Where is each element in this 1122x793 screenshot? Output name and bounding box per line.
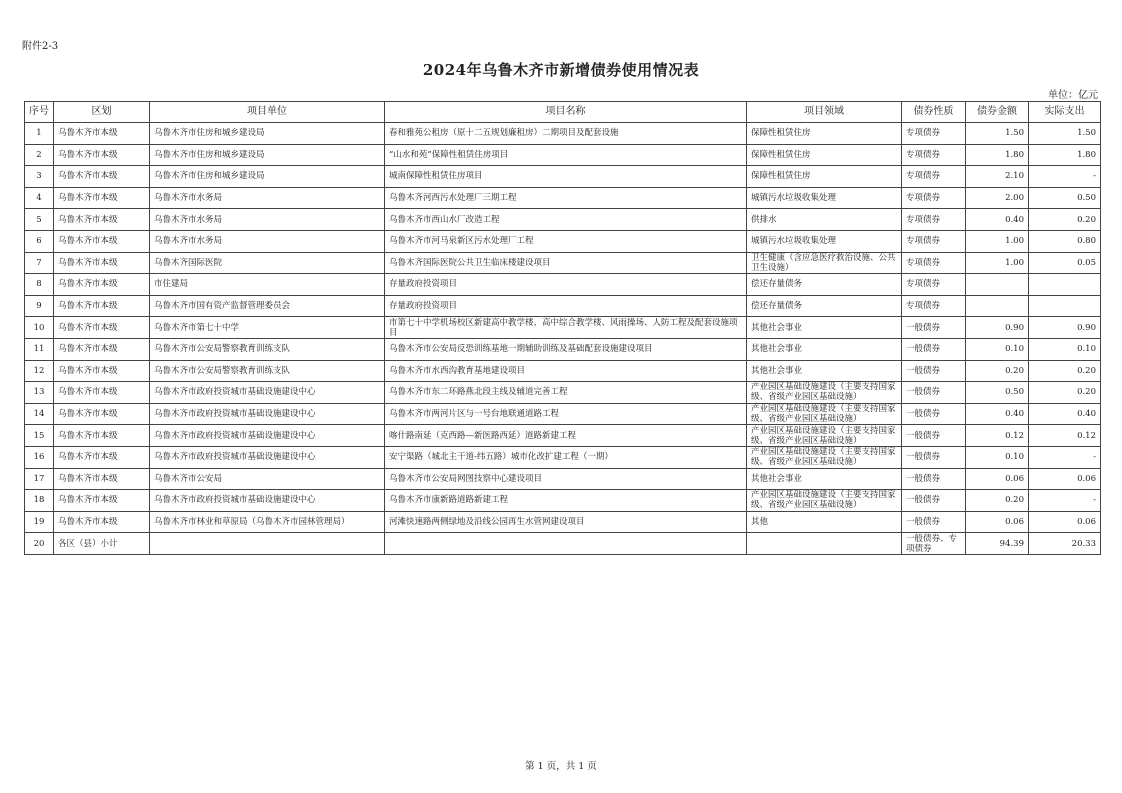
- row-amount: 0.06: [966, 468, 1029, 490]
- row-amount: 2.10: [966, 166, 1029, 188]
- row-field: 供排水: [747, 209, 902, 231]
- row-amount: 2.00: [966, 187, 1029, 209]
- row-index: 11: [25, 338, 54, 360]
- row-bond-type: 一般债券: [902, 360, 966, 382]
- row-actual-spend: 0.06: [1029, 468, 1101, 490]
- row-actual-spend: 0.06: [1029, 511, 1101, 533]
- row-actual-spend: 20.33: [1029, 533, 1101, 555]
- row-field: 城镇污水垃圾收集处理: [747, 187, 902, 209]
- row-bond-type: 一般债券: [902, 490, 966, 512]
- row-actual-spend: -: [1029, 166, 1101, 188]
- row-unit: 乌鲁木齐市政府投资城市基础设施建设中心: [150, 425, 385, 447]
- row-project-name: 乌鲁木齐河西污水处理厂三期工程: [385, 187, 747, 209]
- table-row: [25, 511, 1101, 533]
- row-region: 乌鲁木齐市本级: [54, 490, 150, 512]
- row-bond-type: 一般债券: [902, 468, 966, 490]
- table-row: [25, 382, 1101, 404]
- row-actual-spend: 0.10: [1029, 338, 1101, 360]
- row-project-name: 存量政府投资项目: [385, 274, 747, 296]
- table-row: [25, 403, 1101, 425]
- row-project-name: 乌鲁木齐市康新路道路新建工程: [385, 490, 747, 512]
- row-bond-type: 一般债券、专项债券: [902, 533, 966, 555]
- row-project-name: 喀什路南延（克西路—新医路西延）道路新建工程: [385, 425, 747, 447]
- row-index: 2: [25, 144, 54, 166]
- row-field: 其他社会事业: [747, 360, 902, 382]
- row-bond-type: 一般债券: [902, 317, 966, 339]
- row-unit: 乌鲁木齐市林业和草原局（乌鲁木齐市园林管理局）: [150, 511, 385, 533]
- row-unit: 乌鲁木齐市公安局: [150, 468, 385, 490]
- row-field: 城镇污水垃圾收集处理: [747, 230, 902, 252]
- table-row: [25, 317, 1101, 339]
- row-project-name: 乌鲁木齐市公安局反恐训练基地一期辅助训练及基础配套设施建设项目: [385, 338, 747, 360]
- row-actual-spend: -: [1029, 446, 1101, 468]
- row-unit: [150, 533, 385, 555]
- row-field: 保障性租赁住房: [747, 123, 902, 145]
- row-bond-type: 一般债券: [902, 511, 966, 533]
- table-row: [25, 123, 1101, 145]
- row-bond-type: 一般债券: [902, 403, 966, 425]
- header-project-name: 项目名称: [385, 102, 747, 123]
- row-region: 各区（县）小计: [54, 533, 150, 555]
- row-unit: 乌鲁木齐市水务局: [150, 209, 385, 231]
- row-index: 18: [25, 490, 54, 512]
- row-project-name: 乌鲁木齐市水西沟教育基地建设项目: [385, 360, 747, 382]
- row-field: 产业园区基础设施建设（主要支持国家级、省级产业园区基础设施）: [747, 403, 902, 425]
- row-unit: 乌鲁木齐国际医院: [150, 252, 385, 274]
- table-row: [25, 338, 1101, 360]
- row-amount: 0.40: [966, 403, 1029, 425]
- row-bond-type: 一般债券: [902, 382, 966, 404]
- unit-label: 单位：亿元: [1048, 90, 1098, 101]
- row-amount: 0.40: [966, 209, 1029, 231]
- header-amount: 债券金额: [966, 102, 1029, 123]
- table-row: [25, 274, 1101, 296]
- row-unit: 乌鲁木齐市住房和城乡建设局: [150, 123, 385, 145]
- row-project-name: 乌鲁木齐市东二环路燕北段主线及辅道完善工程: [385, 382, 747, 404]
- row-bond-type: 一般债券: [902, 425, 966, 447]
- table-row: [25, 425, 1101, 447]
- row-index: 16: [25, 446, 54, 468]
- row-field: 保障性租赁住房: [747, 144, 902, 166]
- row-amount: 0.20: [966, 490, 1029, 512]
- row-bond-type: 一般债券: [902, 446, 966, 468]
- table-row: [25, 446, 1101, 468]
- row-unit: 乌鲁木齐市水务局: [150, 187, 385, 209]
- row-unit: 市住建局: [150, 274, 385, 296]
- row-index: 12: [25, 360, 54, 382]
- row-project-name: [385, 533, 747, 555]
- row-actual-spend: 0.20: [1029, 209, 1101, 231]
- table-row: [25, 209, 1101, 231]
- row-unit: 乌鲁木齐市公安局警察教育训练支队: [150, 360, 385, 382]
- row-unit: 乌鲁木齐市住房和城乡建设局: [150, 166, 385, 188]
- row-bond-type: 专项债券: [902, 252, 966, 274]
- row-index: 17: [25, 468, 54, 490]
- row-unit: 乌鲁木齐市公安局警察教育训练支队: [150, 338, 385, 360]
- row-amount: 1.00: [966, 230, 1029, 252]
- row-project-name: “山水和苑”保障性租赁住房项目: [385, 144, 747, 166]
- row-field: 产业园区基础设施建设（主要支持国家级、省级产业园区基础设施）: [747, 446, 902, 468]
- row-region: 乌鲁木齐市本级: [54, 403, 150, 425]
- table-row: [25, 468, 1101, 490]
- row-actual-spend: 1.80: [1029, 144, 1101, 166]
- table-row: [25, 144, 1101, 166]
- row-field: 其他社会事业: [747, 468, 902, 490]
- table-row: [25, 230, 1101, 252]
- row-region: 乌鲁木齐市本级: [54, 252, 150, 274]
- row-index: 7: [25, 252, 54, 274]
- row-actual-spend: 0.90: [1029, 317, 1101, 339]
- table-row: [25, 187, 1101, 209]
- row-field: [747, 533, 902, 555]
- row-index: 15: [25, 425, 54, 447]
- row-bond-type: 专项债券: [902, 187, 966, 209]
- row-amount: 0.90: [966, 317, 1029, 339]
- row-project-name: 城南保障性租赁住房项目: [385, 166, 747, 188]
- row-amount: 94.39: [966, 533, 1029, 555]
- row-unit: 乌鲁木齐市第七十中学: [150, 317, 385, 339]
- row-bond-type: 专项债券: [902, 230, 966, 252]
- row-index: 5: [25, 209, 54, 231]
- row-project-name: 安宁渠路（城北主干道-纬五路）城市化改扩建工程（一期）: [385, 446, 747, 468]
- row-index: 3: [25, 166, 54, 188]
- row-index: 6: [25, 230, 54, 252]
- row-region: 乌鲁木齐市本级: [54, 166, 150, 188]
- row-region: 乌鲁木齐市本级: [54, 187, 150, 209]
- row-region: 乌鲁木齐市本级: [54, 446, 150, 468]
- row-index: 13: [25, 382, 54, 404]
- row-actual-spend: [1029, 274, 1101, 296]
- row-field: 偿还存量债务: [747, 295, 902, 317]
- row-region: 乌鲁木齐市本级: [54, 144, 150, 166]
- row-bond-type: 专项债券: [902, 123, 966, 145]
- row-region: 乌鲁木齐市本级: [54, 468, 150, 490]
- row-amount: [966, 295, 1029, 317]
- table-row: [25, 533, 1101, 555]
- row-region: 乌鲁木齐市本级: [54, 295, 150, 317]
- row-region: 乌鲁木齐市本级: [54, 317, 150, 339]
- row-amount: 1.00: [966, 252, 1029, 274]
- row-amount: 0.12: [966, 425, 1029, 447]
- row-bond-type: 专项债券: [902, 274, 966, 296]
- row-actual-spend: 0.50: [1029, 187, 1101, 209]
- row-amount: 1.50: [966, 123, 1029, 145]
- header-index: 序号: [25, 102, 54, 123]
- row-actual-spend: 1.50: [1029, 123, 1101, 145]
- row-region: 乌鲁木齐市本级: [54, 123, 150, 145]
- row-field: 保障性租赁住房: [747, 166, 902, 188]
- row-actual-spend: 0.40: [1029, 403, 1101, 425]
- row-actual-spend: 0.05: [1029, 252, 1101, 274]
- row-actual-spend: [1029, 295, 1101, 317]
- row-project-name: 乌鲁木齐市西山水厂改造工程: [385, 209, 747, 231]
- row-region: 乌鲁木齐市本级: [54, 209, 150, 231]
- row-actual-spend: 0.20: [1029, 382, 1101, 404]
- row-region: 乌鲁木齐市本级: [54, 230, 150, 252]
- row-project-name: 乌鲁木齐市公安局网图技察中心建设项目: [385, 468, 747, 490]
- row-region: 乌鲁木齐市本级: [54, 274, 150, 296]
- row-project-name: 乌鲁木齐国际医院公共卫生临床楼建设项目: [385, 252, 747, 274]
- row-index: 1: [25, 123, 54, 145]
- page-footer: 第 1 页，共 1 页: [525, 761, 597, 772]
- row-field: 卫生健康（含应急医疗救治设施、公共卫生设施）: [747, 252, 902, 274]
- row-index: 20: [25, 533, 54, 555]
- row-amount: 0.06: [966, 511, 1029, 533]
- row-field: 偿还存量债务: [747, 274, 902, 296]
- row-amount: 0.10: [966, 338, 1029, 360]
- row-field: 产业园区基础设施建设（主要支持国家级、省级产业园区基础设施）: [747, 425, 902, 447]
- row-unit: 乌鲁木齐市水务局: [150, 230, 385, 252]
- row-bond-type: 专项债券: [902, 144, 966, 166]
- row-project-name: 市第七十中学机场校区新建高中教学楼、高中综合教学楼、风雨操场、人防工程及配套设施项目: [385, 317, 747, 339]
- row-field: 产业园区基础设施建设（主要支持国家级、省级产业园区基础设施）: [747, 490, 902, 512]
- row-region: 乌鲁木齐市本级: [54, 382, 150, 404]
- table-row: [25, 166, 1101, 188]
- row-unit: 乌鲁木齐市住房和城乡建设局: [150, 144, 385, 166]
- row-bond-type: 专项债券: [902, 295, 966, 317]
- row-field: 其他社会事业: [747, 338, 902, 360]
- row-amount: 1.80: [966, 144, 1029, 166]
- row-index: 14: [25, 403, 54, 425]
- row-amount: 0.10: [966, 446, 1029, 468]
- row-unit: 乌鲁木齐市政府投资城市基础设施建设中心: [150, 490, 385, 512]
- table-row: [25, 490, 1101, 512]
- row-project-name: 春和雅苑公租房（原十二五规划廉租房）二期项目及配套设施: [385, 123, 747, 145]
- row-index: 19: [25, 511, 54, 533]
- header-field: 项目领域: [747, 102, 902, 123]
- row-field: 其他社会事业: [747, 317, 902, 339]
- row-actual-spend: 0.20: [1029, 360, 1101, 382]
- header-actual-spend: 实际支出: [1029, 102, 1101, 123]
- row-bond-type: 专项债券: [902, 209, 966, 231]
- row-project-name: 河滩快速路两侧绿地及沿线公园再生水管网建设项目: [385, 511, 747, 533]
- row-unit: 乌鲁木齐市国有资产监督管理委员会: [150, 295, 385, 317]
- row-amount: [966, 274, 1029, 296]
- row-field: 其他: [747, 511, 902, 533]
- row-bond-type: 专项债券: [902, 166, 966, 188]
- row-project-name: 乌鲁木齐市河马泉新区污水处理厂工程: [385, 230, 747, 252]
- row-actual-spend: -: [1029, 490, 1101, 512]
- row-region: 乌鲁木齐市本级: [54, 511, 150, 533]
- row-index: 8: [25, 274, 54, 296]
- header-region: 区划: [54, 102, 150, 123]
- row-index: 10: [25, 317, 54, 339]
- header-bond-type: 债券性质: [902, 102, 966, 123]
- page-title: 2024年乌鲁木齐市新增债券使用情况表: [422, 61, 700, 79]
- table-row: [25, 360, 1101, 382]
- row-region: 乌鲁木齐市本级: [54, 338, 150, 360]
- table-row: [25, 252, 1101, 274]
- row-amount: 0.20: [966, 360, 1029, 382]
- row-actual-spend: 0.12: [1029, 425, 1101, 447]
- row-actual-spend: 0.80: [1029, 230, 1101, 252]
- row-unit: 乌鲁木齐市政府投资城市基础设施建设中心: [150, 446, 385, 468]
- row-project-name: 存量政府投资项目: [385, 295, 747, 317]
- attachment-label: 附件2-3: [22, 41, 59, 52]
- row-project-name: 乌鲁木齐市两河片区与一号台地联通道路工程: [385, 403, 747, 425]
- row-amount: 0.50: [966, 382, 1029, 404]
- row-unit: 乌鲁木齐市政府投资城市基础设施建设中心: [150, 403, 385, 425]
- table-row: [25, 295, 1101, 317]
- row-region: 乌鲁木齐市本级: [54, 360, 150, 382]
- row-index: 9: [25, 295, 54, 317]
- bond-usage-table: [24, 101, 1101, 555]
- row-index: 4: [25, 187, 54, 209]
- row-bond-type: 一般债券: [902, 338, 966, 360]
- row-field: 产业园区基础设施建设（主要支持国家级、省级产业园区基础设施）: [747, 382, 902, 404]
- table-header-row: [25, 102, 1101, 123]
- row-region: 乌鲁木齐市本级: [54, 425, 150, 447]
- row-unit: 乌鲁木齐市政府投资城市基础设施建设中心: [150, 382, 385, 404]
- header-unit: 项目单位: [150, 102, 385, 123]
